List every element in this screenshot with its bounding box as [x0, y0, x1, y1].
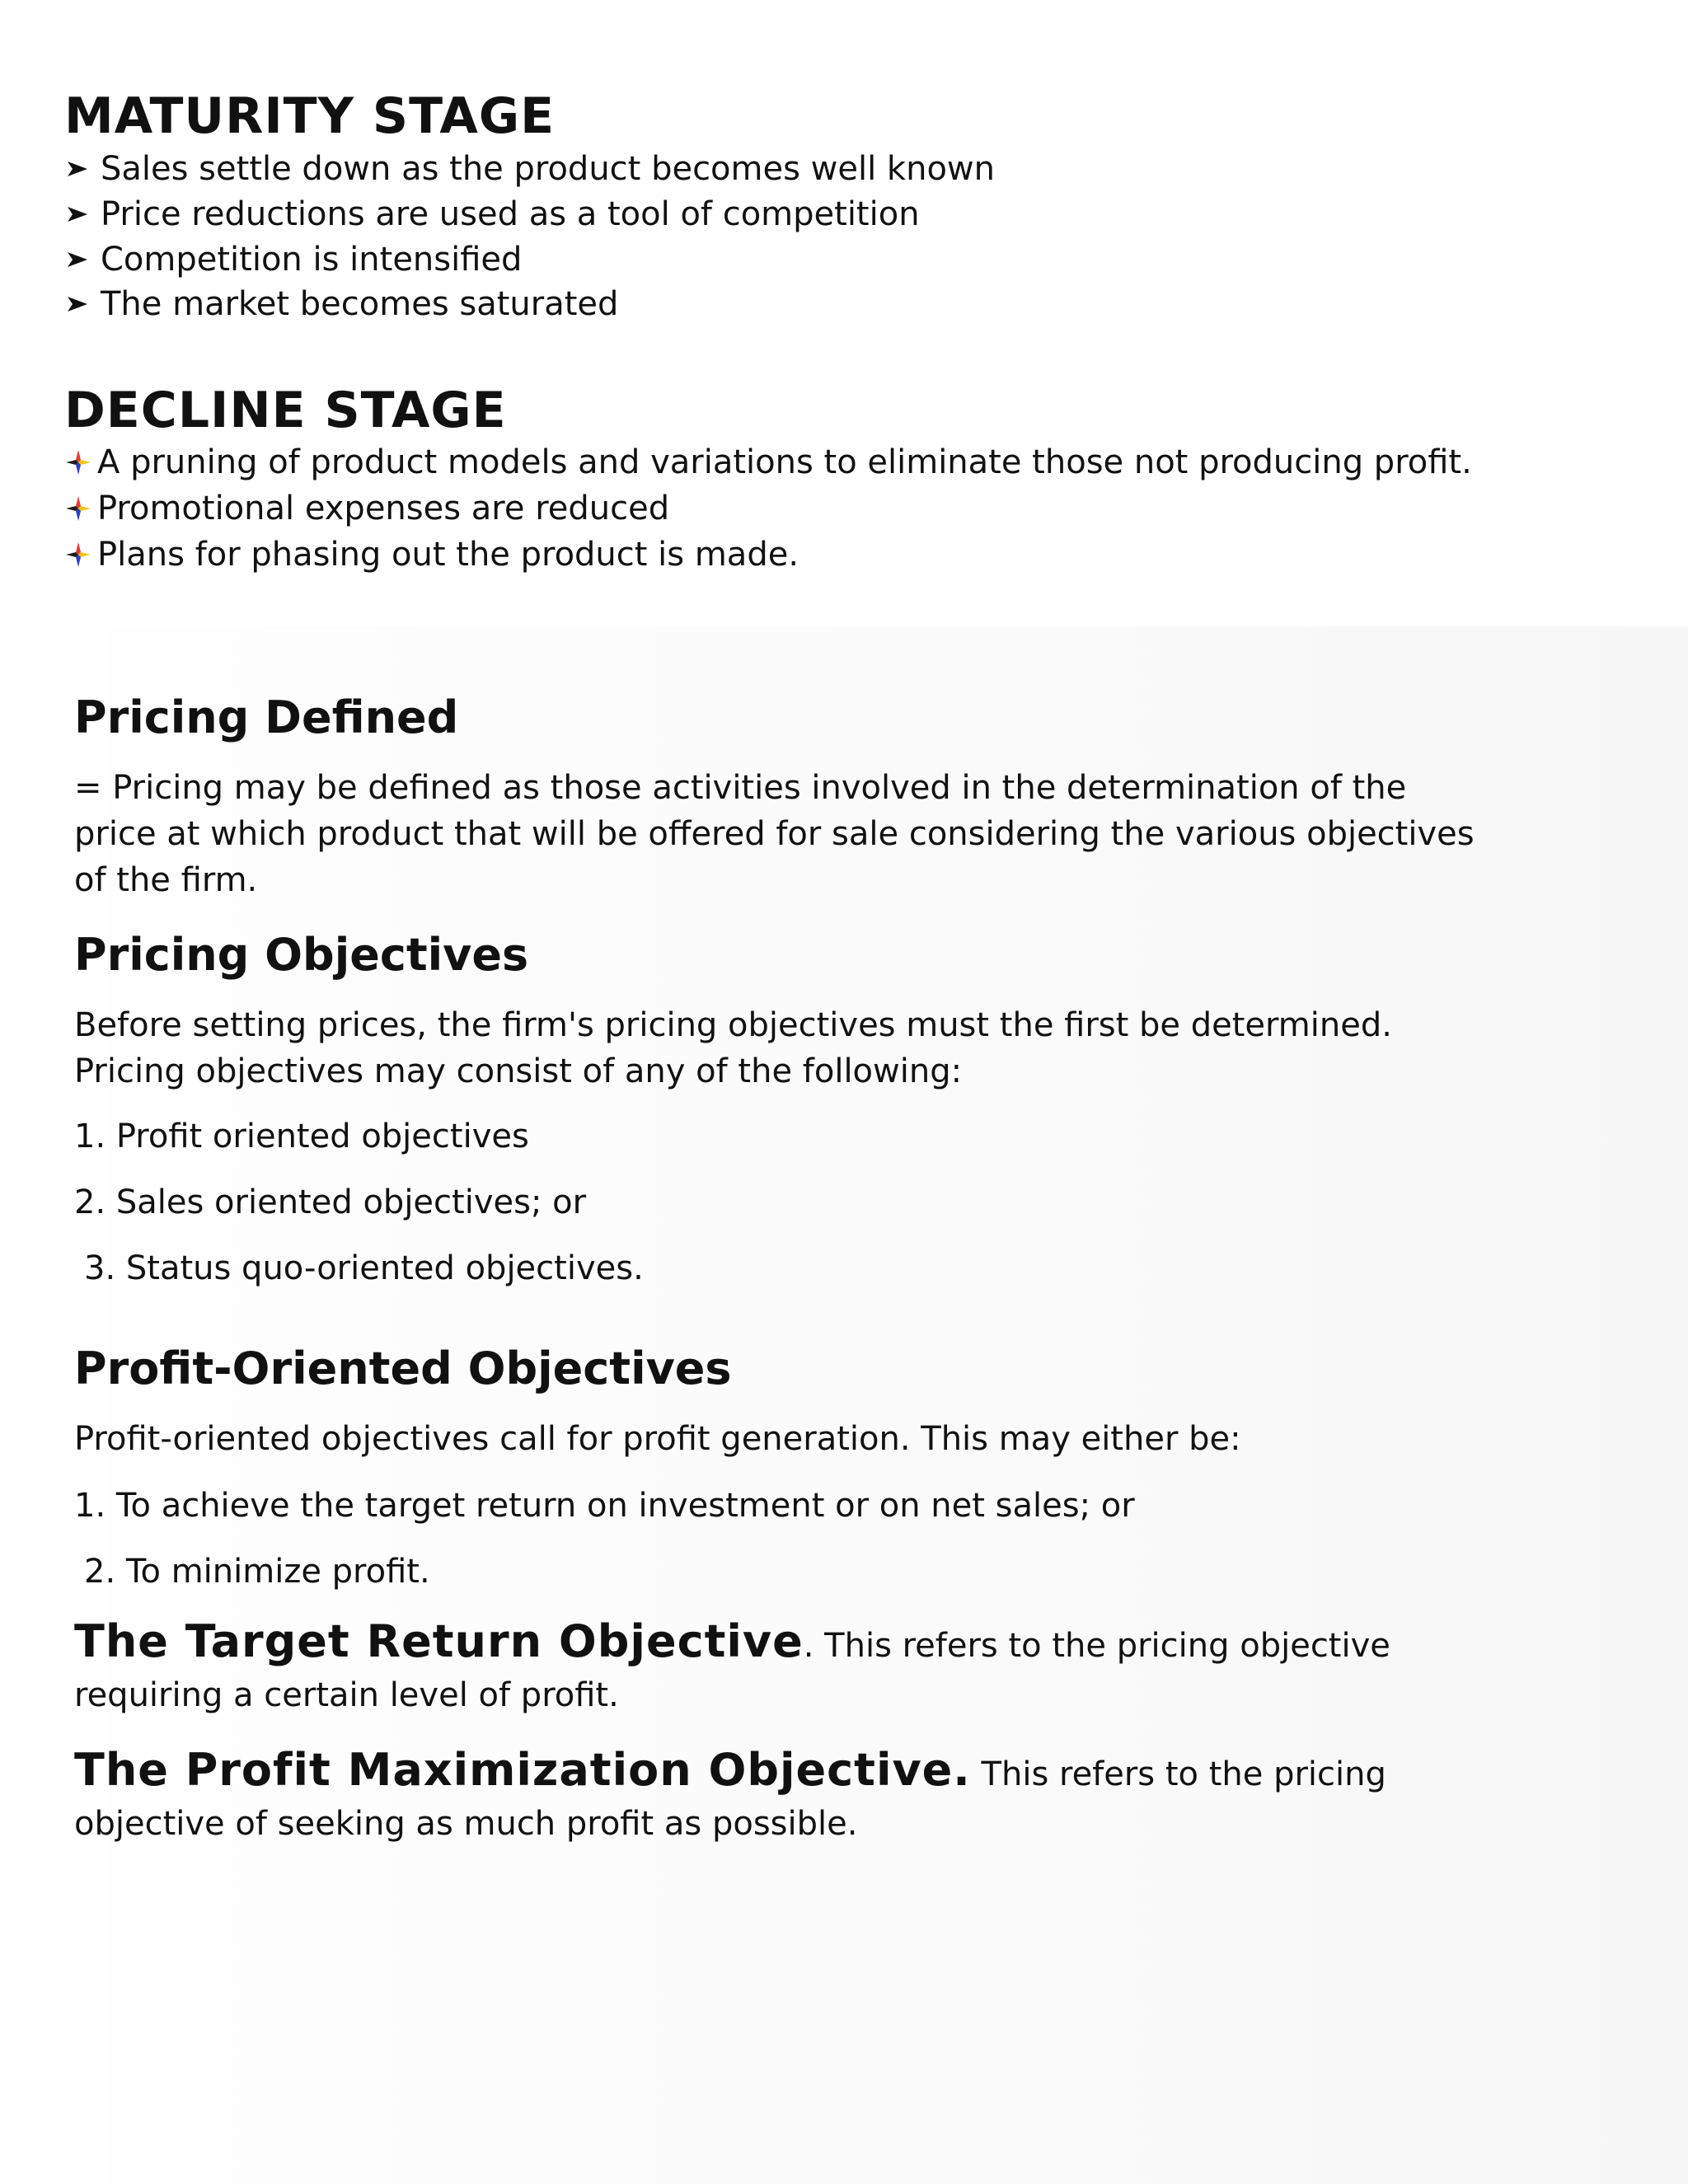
profit-max-heading: The Profit Maximization Objective.	[74, 1744, 971, 1796]
decline-stage-heading: DECLINE STAGE	[64, 382, 507, 439]
maturity-item-text: Competition is intensified	[101, 241, 523, 279]
four-point-star-bullet-icon	[64, 541, 92, 569]
pricing-defined-text: = Pricing may be defined as those activities involved in the determination of the price at which product that will be offered for sale considering the various objectives of the firm.	[74, 769, 1475, 899]
objective-list-item: 2. Sales oriented objectives; or	[74, 1183, 587, 1221]
maturity-item-text: Sales settle down as the product becomes well known	[101, 150, 995, 188]
profit-max-paragraph	[74, 1746, 1492, 1849]
arrowhead-bullet-icon	[64, 204, 91, 224]
profit-oriented-intro: Profit-oriented objectives call for profit generation. This may either be:	[74, 1420, 1241, 1458]
maturity-stage-heading: MATURITY STAGE	[64, 87, 556, 145]
decline-item-text: Promotional expenses are reduced	[97, 490, 670, 527]
target-return-paragraph	[74, 1617, 1492, 1720]
four-point-star-bullet-icon	[64, 494, 92, 523]
profit-oriented-heading: Profit-Oriented Objectives	[74, 1343, 732, 1394]
decline-list-item	[64, 486, 669, 531]
decline-list-item	[64, 532, 799, 577]
objective-list-item: 3. Status quo-oriented objectives.	[84, 1249, 644, 1287]
decline-item-text: A pruning of product models and variations to eliminate those not producing profit.	[97, 443, 1472, 481]
maturity-item-text: The market becomes saturated	[101, 285, 619, 323]
maturity-item-text: Price reductions are used as a tool of competition	[101, 195, 920, 233]
maturity-list-item	[64, 237, 522, 282]
target-return-text: . This refers to the pricing objective requiring a certain level of profit.	[74, 1627, 1390, 1714]
pricing-objectives-heading: Pricing Objectives	[74, 929, 529, 981]
profit-oriented-list-item: 1. To achieve the target return on investment or on net sales; or	[74, 1487, 1135, 1525]
target-return-heading: The Target Return Objective	[74, 1615, 804, 1667]
arrowhead-bullet-icon	[64, 250, 91, 269]
maturity-list-item	[64, 147, 995, 191]
four-point-star-bullet-icon	[64, 448, 92, 476]
maturity-list-item	[64, 282, 618, 326]
pricing-objectives-intro: Before setting prices, the firm's pricing objectives must the first be determined. Pricing objectives may consist of any of the following:	[74, 1006, 1392, 1090]
profit-max-text: This refers to the pricing objective of seeking as much profit as possible.	[74, 1755, 1386, 1843]
objective-list-item: 1. Profit oriented objectives	[74, 1118, 529, 1155]
decline-item-text: Plans for phasing out the product is made.	[97, 536, 799, 574]
arrowhead-bullet-icon	[64, 294, 91, 314]
maturity-list-item	[64, 192, 920, 237]
pricing-defined-heading: Pricing Defined	[74, 691, 459, 743]
profit-oriented-list-item: 2. To minimize profit.	[84, 1553, 430, 1591]
arrowhead-bullet-icon	[64, 159, 91, 179]
decline-list-item	[64, 440, 1472, 485]
